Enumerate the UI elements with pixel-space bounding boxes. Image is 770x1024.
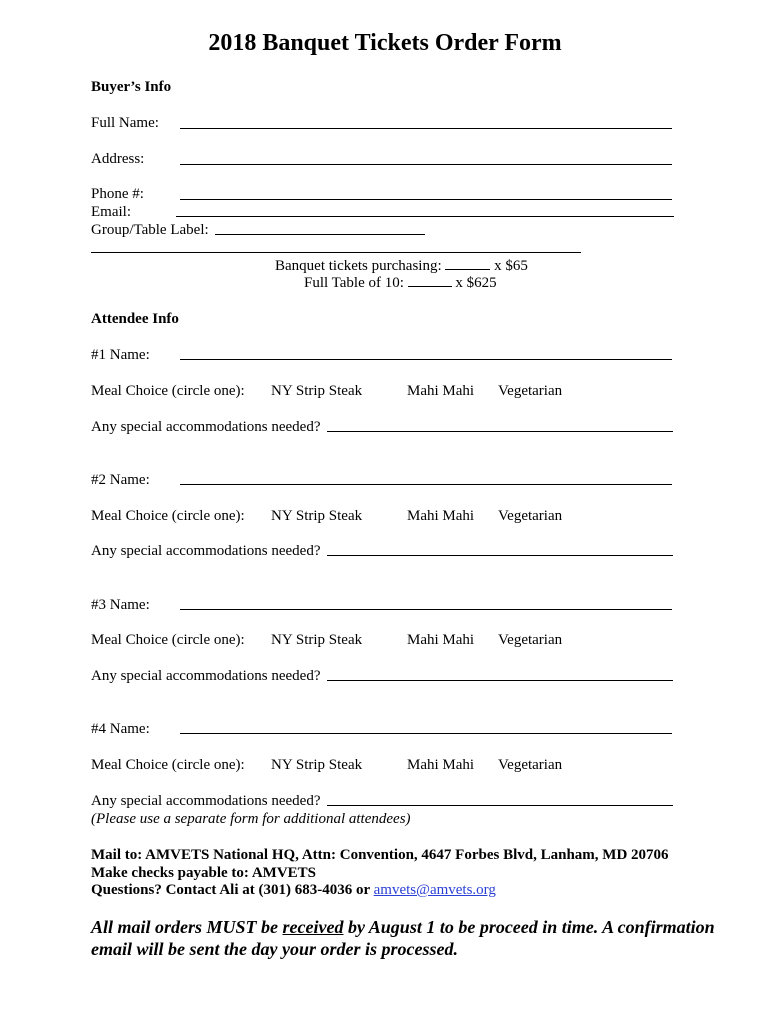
separate-form-note: (Please use a separate form for additional attendees) bbox=[91, 811, 411, 827]
email-field[interactable] bbox=[176, 216, 674, 217]
banquet-tickets-price: x $65 bbox=[494, 258, 528, 274]
attendee-2-meal-vegetarian[interactable]: Vegetarian bbox=[498, 508, 563, 524]
group-table-field-continued[interactable] bbox=[91, 252, 581, 253]
attendee-2-name-field[interactable] bbox=[180, 484, 672, 485]
attendee-1-name-field[interactable] bbox=[180, 359, 672, 360]
attendee-2-accommodations-label: Any special accommodations needed? bbox=[91, 543, 321, 559]
full-table-quantity-field[interactable] bbox=[408, 286, 452, 287]
phone-label: Phone #: bbox=[91, 186, 144, 202]
notice-line-2: email will be sent the day your order is processed. bbox=[91, 939, 458, 959]
attendee-3-meal-steak[interactable]: NY Strip Steak bbox=[271, 632, 363, 648]
attendee-1-meal-label: Meal Choice (circle one): bbox=[91, 383, 245, 399]
email-label: Email: bbox=[91, 204, 131, 220]
attendee-1-meal-mahi[interactable]: Mahi Mahi bbox=[407, 383, 475, 399]
email-link[interactable]: amvets@amvets.org bbox=[373, 882, 496, 898]
attendee-4-meal-mahi[interactable]: Mahi Mahi bbox=[407, 757, 475, 773]
full-table-row bbox=[304, 274, 497, 292]
attendee-4-meal-steak[interactable]: NY Strip Steak bbox=[271, 757, 363, 773]
page-title: 2018 Banquet Tickets Order Form bbox=[208, 30, 562, 56]
notice-line-1 bbox=[91, 916, 715, 938]
attendee-4-meal-label: Meal Choice (circle one): bbox=[91, 757, 245, 773]
attendee-3-meal-label: Meal Choice (circle one): bbox=[91, 632, 245, 648]
attendee-3-meal-vegetarian[interactable]: Vegetarian bbox=[498, 632, 563, 648]
mail-to-address: Mail to: AMVETS National HQ, Attn: Convention, 4647 Forbes Blvd, Lanham, MD 20706 bbox=[91, 847, 669, 863]
attendee-3-name-field[interactable] bbox=[180, 609, 672, 610]
checks-payable: Make checks payable to: AMVETS bbox=[91, 865, 316, 881]
attendee-4-meal-vegetarian[interactable]: Vegetarian bbox=[498, 757, 563, 773]
full-name-label: Full Name: bbox=[91, 115, 159, 131]
attendee-2-meal-steak[interactable]: NY Strip Steak bbox=[271, 508, 363, 524]
banquet-tickets-label: Banquet tickets purchasing: bbox=[275, 258, 442, 274]
attendee-4-accommodations-field[interactable] bbox=[327, 805, 673, 806]
attendee-4-name-label: #4 Name: bbox=[91, 721, 150, 737]
attendee-1-accommodations-label: Any special accommodations needed? bbox=[91, 419, 321, 435]
attendee-4-name-field[interactable] bbox=[180, 733, 672, 734]
attendee-1-accommodations-field[interactable] bbox=[327, 431, 673, 432]
notice-emphasis: received bbox=[282, 917, 344, 937]
notice-text-1: All mail orders MUST be bbox=[91, 917, 279, 937]
attendee-2-meal-mahi[interactable]: Mahi Mahi bbox=[407, 508, 475, 524]
questions-contact bbox=[91, 881, 496, 899]
attendee-3-accommodations-label: Any special accommodations needed? bbox=[91, 668, 321, 684]
phone-field[interactable] bbox=[180, 199, 672, 200]
group-table-label: Group/Table Label: bbox=[91, 222, 209, 238]
banquet-tickets-quantity-field[interactable] bbox=[445, 269, 490, 270]
attendee-1-meal-steak[interactable]: NY Strip Steak bbox=[271, 383, 363, 399]
attendee-3-meal-mahi[interactable]: Mahi Mahi bbox=[407, 632, 475, 648]
attendee-4-accommodations-label: Any special accommodations needed? bbox=[91, 793, 321, 809]
attendee-2-accommodations-field[interactable] bbox=[327, 555, 673, 556]
attendee-3-accommodations-field[interactable] bbox=[327, 680, 673, 681]
group-table-field[interactable] bbox=[215, 234, 425, 235]
attendee-1-meal-vegetarian[interactable]: Vegetarian bbox=[498, 383, 563, 399]
questions-text: Questions? Contact Ali at (301) 683-4036 or bbox=[91, 882, 370, 898]
address-field[interactable] bbox=[180, 164, 672, 165]
full-table-price: x $625 bbox=[455, 275, 497, 291]
banquet-tickets-row bbox=[275, 257, 528, 275]
full-table-label: Full Table of 10: bbox=[304, 275, 404, 291]
attendee-info-heading: Attendee Info bbox=[91, 311, 179, 327]
attendee-1-name-label: #1 Name: bbox=[91, 347, 150, 363]
full-name-field[interactable] bbox=[180, 128, 672, 129]
attendee-2-name-label: #2 Name: bbox=[91, 472, 150, 488]
attendee-3-name-label: #3 Name: bbox=[91, 597, 150, 613]
buyer-info-heading: Buyer’s Info bbox=[91, 79, 172, 95]
notice-text-2: by August 1 to be proceed in time. A confirmation bbox=[347, 917, 715, 937]
attendee-2-meal-label: Meal Choice (circle one): bbox=[91, 508, 245, 524]
address-label: Address: bbox=[91, 151, 145, 167]
